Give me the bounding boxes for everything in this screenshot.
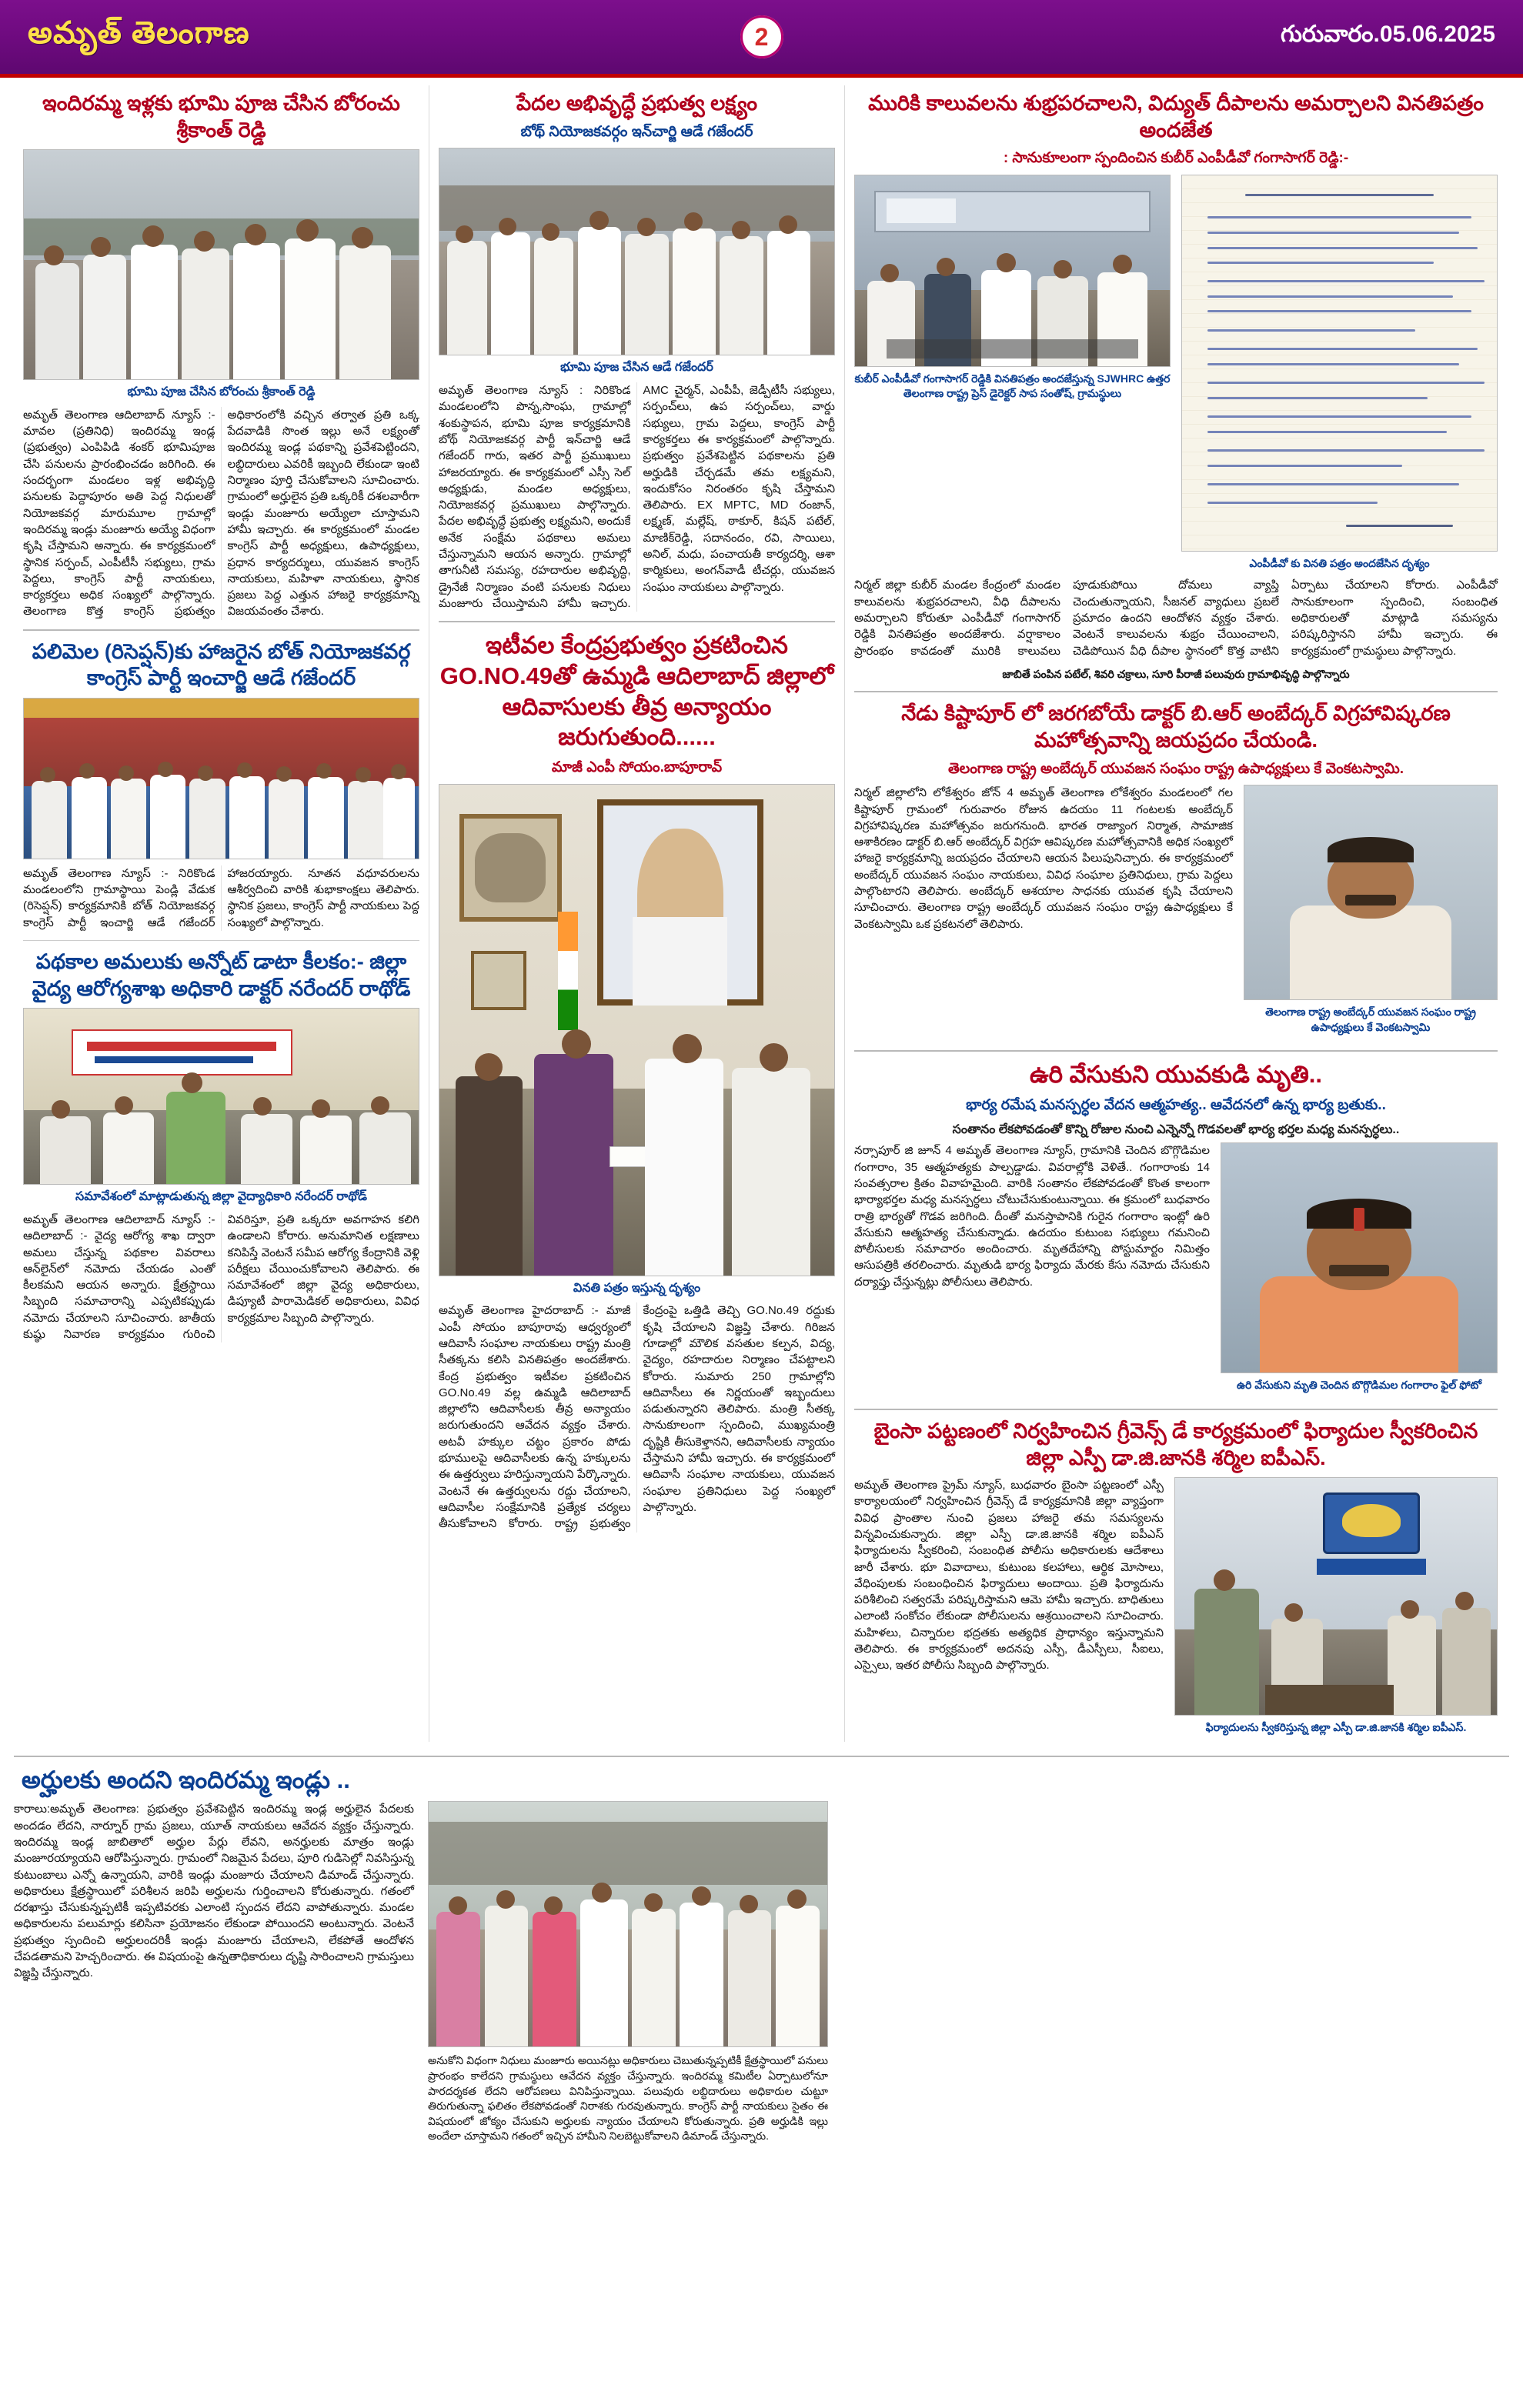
photo-health-meeting — [23, 1008, 419, 1185]
article-arhulaku-andani-indiramma — [14, 1765, 1509, 2152]
photo-caption: సమావేశంలో మాట్లాడుతున్న జిల్లా వైద్యాధికారి నరేందర్ రాథోడ్ — [75, 1190, 367, 1204]
photo-reception — [23, 698, 419, 859]
newspaper-title: అమృత్ తెలంగాణ — [28, 15, 250, 50]
portrait-block — [1221, 1142, 1498, 1399]
page-number-badge: 2 — [740, 15, 783, 58]
photo-caption-right: ఎంపీడీవో కు వినతి పత్రం అందజేసిన దృశ్యం — [1249, 556, 1430, 569]
photo-block — [428, 1801, 828, 2152]
photo-caption: ఉరి వేసుకుని మృతి చెందిన బొగ్గొడిమల గంగారాం ఫైల్ ఫోటో — [1236, 1379, 1481, 1392]
photo-caption-bottom: జాబితే పంపిన పటేల్, శివరి చక్రాలు, సూరి పీరాజీ పలువురు గ్రామాభివృద్ధి పాల్గొన్నారు — [1002, 667, 1350, 680]
bottom-columns — [14, 1801, 1509, 2152]
photo-pair — [854, 175, 1498, 578]
article-body: అమృత్ తెలంగాణ ప్రైమ్ న్యూస్, బుధవారం బైంసా పట్టణంలో ఎస్పీ కార్యాలయంలో నిర్వహించిన గ్రీవెన్స్ డే కార్యక్రమానికి జిల్లా వ్యాప్తంగా వివిధ ప్రాంతాల నుంచి ప్రజలు హాజరై తమ సమస్యలను విన్నవించుకున్నారు. జిల్లా ఎస్పీ డా.జి.జానకి శర్మిల ఐపీఎస్ ఫిర్యాదులను స్వీకరించి, సంబంధిత పోలీసు అధికారులకు ఆదేశాలు జారీ చేశారు. భూ వివాదాలు, కుటుంబ కలహాలు, ఆర్థిక మోసాలు, వేధింపులకు సంబంధించిన ఫిర్యాదులు అందాయి. ప్రతి ఫిర్యాదును పరిశీలించి సత్వరమే పరిష్కరిస్తామని ఆమె హామీ ఇచ్చారు. బాధితులు ఎలాంటి సంకోచం లేకుండా పోలీసులను ఆశ్రయించాలని సూచించారు. మహిళలు, చిన్నారుల భద్రతకు అత్యధిక ప్రాధాన్యం ఇస్తున్నామని తెలిపారు. ఈ కార్యక్రమంలో అదనపు ఎస్పీ, డీఎస్పీలు, సీఐలు, ఎస్సైలు, ఇతర పోలీసు సిబ్బంది పాల్గొన్నారు. — [854, 1479, 1164, 1673]
text-photo-block — [854, 1142, 1498, 1399]
article-body: నిర్మల్ జిల్లాలోని లోకేశ్వరం జోన్ 4 అమృత్ తెలంగాణ లోకేశ్వరం మండలంలో గల కిష్టాపూర్ గ్రామంలో గురువారం రోజున ఉదయం 11 గంటలకు అంబేద్కర్ విగ్రహావిష్కరణ మహోత్సవం జరుగనుంది. భారత రాజ్యాంగ నిర్మాత, సామాజిక ఆశాకిరణం డాక్టర్ బి.ఆర్ అంబేద్కర్ విగ్రహ ఆవిష్కరణ మహోత్సవానికి అధిక సంఖ్యలో హాజరై కార్యక్రమాన్ని జయప్రదం చేయాలని ఆయన పిలుపునిచ్చారు. ఈ కార్యక్రమంలో అంబేద్కర్ యువజన సంఘం నాయకులు, వివిధ సంఘాల ప్రతినిధులు, గ్రామ పెద్దలు పాల్గొంటారని తెలిపారు. అంబేద్కర్ ఆశయాల సాధనకు యువత కృషి చేయాలని సూచించారు. తెలంగాణ రాష్ట్ర అంబేద్కర్ యువజన సంఘం రాష్ట్ర ఉపాధ్యక్షులు కే వెంకటస్వామి ఒక ప్రకటనలో తెలిపారు. — [854, 786, 1233, 931]
article-body: అమృత్ తెలంగాణ న్యూస్ : నిరికొండ మండలంలోని పొన్న,సొంఘ, గ్రామాల్లో శంకుస్థాపన, భూమి పూజ కార్యక్రమానికి బోథ్ నియోజకవర్గ పార్టీ ఇన్‌చార్జి ఆడే గజేందర్ గారు, ఇతర పార్టీ ప్రముఖులు హాజరయ్యారు. ఈ కార్యక్రమంలో ఎస్సీ సెల్ అధ్యక్షుడు, మండల అధ్యక్షులు, నియోజకవర్గ ప్రముఖులు పాల్గొన్నారు. పేదల అభివృద్ధే ప్రభుత్వ లక్ష్యమని, అందుకే అనేక సంక్షేమ పథకాలు అమలు చేస్తున్నామని ఆయన అన్నారు. గ్రామాల్లో తాగునీటి సమస్య, రహదారుల అభివృద్ధి, డ్రైనేజీ నిర్మాణం వంటి పనులకు నిధులు మంజూరు చేయిస్తామని హామీ ఇచ్చారు. AMC చైర్మన్, ఎంపీపీ, జెడ్పీటీసీ సభ్యులు, సర్పంచ్‌లు, ఉప సర్పంచ్‌లు, వార్డు సభ్యులు, గ్రామ పెద్దలు, కాంగ్రెస్ పార్టీ కార్యకర్తలు ఈ కార్యక్రమంలో పాల్గొన్నారు. ప్రభుత్వం ప్రవేశపెట్టిన పథకాలను ప్రతి అర్హుడికి చేర్చడమే తమ లక్ష్యమని, ఇందుకోసం నిరంతరం కృషి చేస్తామని తెలిపారు. EX MPTC, MD రంజాన్, లక్ష్మణ్, మల్లేష్, ఠాకూర్, కిషన్ పటేల్, మాణిక్‌రెడ్డి, సదానందం, రవి, సాయిలు, అనిల్, మధు, పంచాయతీ కార్యదర్శి, ఆశా కార్మికులు, అంగన్‌వాడీ టీచర్లు, యువజన సంఘం నాయకులు పాల్గొన్నారు. — [439, 384, 835, 610]
portrait-block — [1244, 785, 1498, 1041]
article-body: నిర్మల్ జిల్లా కుబీర్ మండల కేంద్రంలో మండల కాలువలను శుభ్రపరచాలని, వీధి దీపాలను అమర్చాలని కోరుతూ ఎంపీడీవో గంగాసాగర్ రెడ్డికి వినతిపత్రం అందజేశారు. వర్షాకాలం ప్రారంభం కావడంతో మురికి కాలువలు పూడుకుపోయి దోమలు వ్యాప్తి చెందుతున్నాయని, సీజనల్ వ్యాధులు ప్రబలే ప్రమాదం ఉందని ఆందోళన వ్యక్తం చేశారు. వెంటనే కాలువలను శుభ్రం చేయించాలని, చెడిపోయిన వీధి దీపాల స్థానంలో కొత్త వాటిని ఏర్పాటు చేయాలని కోరారు. ఎంపీడీవో సానుకూలంగా స్పందించి, సంబంధిత అధికారులతో మాట్లాడి సమస్యను పరిష్కరిస్తానని హామీ ఇచ్చారు. ఈ కార్యక్రమంలో గ్రామస్థులు పాల్గొన్నారు. — [854, 579, 1498, 658]
photo-sp-grievance — [1174, 1477, 1498, 1716]
photo-caption: తెలంగాణ రాష్ట్ర అంబేద్కర్ యువజన సంఘం రాష్ట్ర ఉపాధ్యక్షులు కే వెంకటస్వామి — [1265, 1006, 1476, 1033]
column-two — [429, 85, 845, 1742]
article-body: నర్సాపూర్ జి జూన్ 4 అమృత్ తెలంగాణ న్యూస్, గ్రామానికి చెందిన బొగ్గొడిమల గంగారాం, 35 ఆత్మహత్యకు పాల్పడ్డాడు. వివరాల్లోకి వెళితే.. గంగారాంకు 14 సంవత్సరాల క్రితం వివాహమైంది. వారికి సంతానం లేకపోవడంతో కొంత కాలంగా భార్యాభర్తల మధ్య మనస్పర్ధలు చోటుచేసుకుంటున్నాయి. ఈ క్రమంలో బుధవారం రాత్రి భార్యతో గొడవ జరిగింది. దీంతో మనస్తాపానికి గురైన గంగారాం ఇంట్లో ఉరి వేసుకుని ఆత్మహత్య చేసుకున్నాడు. ఉదయం కుటుంబ సభ్యులు గమనించి పోలీసులకు సమాచారం అందించారు. మృతదేహాన్ని పోస్టుమార్టం నిమిత్తం ఆసుపత్రికి తరలించారు. మృతుడి భార్య ఫిర్యాదు మేరకు కేసు నమోదు చేసుకుని దర్యాప్తు చేస్తున్నట్లు పోలీసులు తెలిపారు. — [854, 1144, 1210, 1289]
photo-caption-left: కుబీర్ ఎంపీడీవో గంగాసాగర్ రెడ్డికి వినతిపత్రం అందజేస్తున్న SJWHRC ఉత్తర తెలంగాణ రాష్ట్ర ప్రెస్ డైరెక్టర్ సాప సంతోష్, గ్రామస్థులు — [854, 372, 1171, 400]
article-suicide-youth — [854, 1059, 1498, 1399]
headline: పథకాల అమలుకు అన్నోట్ డాటా కీలకం:- జిల్లా వైద్య ఆరోగ్యశాఖ అధికారి డాక్టర్ నరేందర్ రాథోడ్ — [32, 950, 411, 1000]
section-divider — [14, 1756, 1509, 1757]
column-one — [14, 85, 429, 1742]
subheadline: : సానుకూలంగా స్పందించిన కుబీర్ ఎంపీడీవో గంగాసాగర్ రెడ్డి:- — [1003, 150, 1349, 167]
subheadline: మాజీ ఎంపీ సోయం.బాపూరావ్ — [551, 759, 723, 775]
photo-block — [1174, 1477, 1498, 1742]
headline: పలిమెల (రిసెప్షన్)కు హాజరైన బోత్ నియోజకవర్గ కాంగ్రెస్ పార్టీ ఇంచార్జి ఆడే గజేందర్ — [32, 639, 411, 690]
article-body: అమృత్ తెలంగాణ ఆదిలాబాద్ న్యూస్ :- ఆదిలాబాద్ :- వైద్య ఆరోగ్య శాఖ ద్వారా అమలు చేస్తున్న పథకాల వివరాలు ఆన్‌లైన్‌లో నమోదు చేయడం ఎంతో కీలకమని ఆయన అన్నారు. క్షేత్రస్థాయి సిబ్బంది సమాచారాన్ని ఎప్పటికప్పుడు నమోదు చేయాలని సూచించారు. జాతీయ కుష్ఠు నివారణ కార్యక్రమం గురించి వివరిస్తూ, ప్రతి ఒక్కరూ అవగాహన కలిగి ఉండాలని కోరారు. అనుమానిత లక్షణాలు కనిపిస్తే వెంటనే సమీప ఆరోగ్య కేంద్రానికి వెళ్లి పరీక్షలు చేయించుకోవాలని తెలిపారు. ఈ సమావేశంలో జిల్లా వైద్య అధికారులు, డిప్యూటీ పారామెడికల్ అధికారులు, వివిధ కార్యక్రమాల సిబ్బంది పాల్గొన్నారు. — [23, 1212, 419, 1341]
subheadline: భార్య రమేష మనస్పర్ధల వేదన ఆత్మహత్య.. ఆవేదనలో ఉన్న భార్య బ్రతుకు.. — [966, 1097, 1386, 1114]
column-three — [845, 85, 1507, 1742]
photo-venkataswamy — [1244, 785, 1498, 1000]
section-divider — [439, 621, 835, 622]
main-grid — [0, 78, 1523, 1742]
section-divider — [854, 1409, 1498, 1410]
photo-caption: వినతి పత్రం ఇస్తున్న దృశ్యం — [573, 1281, 701, 1295]
subheadline: బోథ్ నియోజకవర్గం ఇన్‌చార్జి ఆడే గజేందర్ — [520, 123, 753, 140]
photo-gangaram — [1221, 1142, 1498, 1373]
photo-petition-document — [1181, 175, 1498, 552]
article-body: అమృత్ తెలంగాణ హైదరాబాద్ :- మాజీ ఎంపీ సోయం బాపూరావు ఆధ్వర్యంలో ఆదివాసీ సంఘాల నాయకులు రాష్ట్ర మంత్రి సీతక్కను కలిసి వినతిపత్రం అందజేశారు. కేంద్ర ప్రభుత్వం ఇటీవల ప్రకటించిన GO.No.49 వల్ల ఉమ్మడి ఆదిలాబాద్ జిల్లాలోని ఆదివాసీలకు తీవ్ర అన్యాయం జరుగుతుందని ఆవేదన వ్యక్తం చేశారు. అటవీ హక్కుల చట్టం ప్రకారం పోడు భూములపై ఆదివాసీలకు ఉన్న హక్కులను ఈ ఉత్తర్వులు హరిస్తున్నాయని పేర్కొన్నారు. వెంటనే ఈ ఉత్తర్వులను రద్దు చేయాలని, ఆదివాసీల సంక్షేమానికి ప్రత్యేక చర్యలు తీసుకోవాలని కోరారు. రాష్ట్ర ప్రభుత్వం కేంద్రంపై ఒత్తిడి తెచ్చి GO.No.49 రద్దుకు కృషి చేయాలని విజ్ఞప్తి చేశారు. గిరిజన గూడాల్లో మౌలిక వసతుల కల్పన, విద్య, వైద్యం, రహదారుల నిర్మాణం చేపట్టాలని కోరారు. సుమారు 250 గ్రామాల్లోని ఆదివాసీలు ఈ నిర్ణయంతో ఇబ్బందులు పడుతున్నారని తెలిపారు. మంత్రి సీతక్క సానుకూలంగా స్పందించి, ముఖ్యమంత్రి దృష్టికి తీసుకెళ్తానని, ఆదివాసీలకు న్యాయం చేస్తామని హామీ ఇచ్చారు. ఈ కార్యక్రమంలో ఆదివాసీ సంఘాల నాయకులు, యువజన సంఘాల ప్రతినిధులు పెద్ద సంఖ్యలో పాల్గొన్నారు. — [439, 1304, 835, 1531]
photo-bhoomi-pooja — [23, 149, 419, 380]
section-divider — [23, 940, 419, 941]
masthead — [0, 0, 1523, 74]
publication-date: గురువారం.05.06.2025 — [1281, 21, 1495, 47]
subheadline: తెలంగాణ రాష్ట్ర అంబేద్కర్ యువజన సంఘం రాష్ట్ర ఉపాధ్యక్షులు కే వెంకటస్వామి. — [947, 760, 1404, 777]
photo-gajender-bhoomipooja — [439, 148, 835, 355]
text-photo-block — [854, 785, 1498, 1041]
article-palimela-reception — [23, 639, 419, 931]
photo-mpdo-office — [854, 175, 1171, 367]
section-divider — [23, 629, 419, 631]
article-pedala-abhivruddhi — [439, 90, 835, 612]
section-divider — [854, 691, 1498, 692]
headline: ఉరి వేసుకుని యువకుడి మృతి.. — [1029, 1061, 1323, 1089]
article-indiramma-bhoomi-pooja — [23, 90, 419, 620]
photo-caption: భూమి పూజ చేసిన ఆడే గజేందర్ — [560, 361, 713, 375]
headline: అర్హులకు అందని ఇందిరమ్మ ఇండ్లు .. — [22, 1766, 350, 1793]
article-health-officer — [23, 949, 419, 1342]
article-drain-cleaning-petition — [854, 90, 1498, 682]
headline: బైంసా పట్టణంలో నిర్వహించిన గ్రీవెన్స్ డే కార్యక్రమంలో ఫిర్యాదుల స్వీకరించిన జిల్లా ఎస్పీ డా.జి.జానకి శర్మిల ఐపీఎస్. — [873, 1419, 1478, 1469]
headline: పేదల అభివృద్ధే ప్రభుత్వ లక్ష్యం — [516, 92, 758, 115]
article-ambedkar-statue — [854, 700, 1498, 1041]
headline: నేడు కిష్టాపూర్ లో జరగబోయే డాక్టర్ బి.ఆర్ అంబేద్కర్ విగ్రహావిష్కరణ మహోత్సవాన్ని జయప్రదం చేయండి. — [901, 702, 1451, 752]
article-go49-adivasi — [439, 630, 835, 1532]
subheadline-secondary: సంతానం లేకపోవడంతో కొన్ని రోజుల నుంచి ఎన్నెన్నో గొడవలతో భార్య భర్తల మధ్య మనస్పర్ధలు.. — [952, 1122, 1400, 1136]
bottom-section — [0, 1742, 1523, 2152]
article-body-right: అనుకోని విధంగా నిధులు మంజూరు అయినట్లు అధికారులు చెబుతున్నప్పటికీ క్షేత్రస్థాయిలో పనులు ప్రారంభం కాలేదని గ్రామస్థులు ఆవేదన వ్యక్తం చేస్తున్నారు. ఇందిరమ్మ కమిటీల ఏర్పాటులోనూ పారదర్శకత లేదని ఆరోపణలు వినిపిస్తున్నాయి. పలువురు లబ్ధిదారులు అధికారుల చుట్టూ తిరుగుతున్నా ఫలితం లేకపోవడంతో నిరాశకు గురవుతున్నారు. కాంగ్రెస్ పార్టీ నాయకులు సైతం ఈ విషయంలో జోక్యం చేసుకుని అర్హులకు న్యాయం చేయాలని కోరుతున్నారు. ప్రతి అర్హుడికి ఇల్లు అందేలా చూస్తామని గతంలో ఇచ్చిన హామీని నిలబెట్టుకోవాలని డిమాండ్ చేస్తున్నారు. — [428, 2054, 828, 2143]
photo-caption: భూమి పూజ చేసిన బోరంచు శ్రీకాంత్ రెడ్డి — [127, 385, 316, 399]
section-divider — [854, 1050, 1498, 1052]
photo-block-left — [854, 175, 1171, 578]
photo-caption: ఫిర్యాదులను స్వీకరిస్తున్న జిల్లా ఎస్పీ డా.జి.జానకి శర్మిల ఐపీఎస్. — [1205, 1721, 1467, 1734]
photo-village-group — [428, 1801, 828, 2047]
bottom-filler — [842, 1801, 1509, 2152]
article-grievance-day-sp — [854, 1418, 1498, 1742]
article-body-left: కారాలు:అమృత్ తెలంగాణ: ప్రభుత్వం ప్రవేశపెట్టిన ఇందిరమ్మ ఇండ్ల అర్హులైన పేదలకు అందడం లేదని, నార్నూర్ గ్రామ ప్రజలు, యూత్ నాయకులు ఆవేదన వ్యక్తం చేస్తున్నారు. ఇందిరమ్మ ఇండ్ల జాబితాలో అర్హుల పేర్లు లేవని, అనర్హులకు మాత్రం ఇండ్లు మంజూరయ్యాయని ఆరోపిస్తున్నారు. గ్రామంలో నిజమైన పేదలు, పూరి గుడిసెల్లో నివసిస్తున్న కుటుంబాలు ఎన్నో ఉన్నాయని, వారికి ఇండ్లు మంజూరు చేయాలని డిమాండ్ చేస్తున్నారు. అధికారులు క్షేత్రస్థాయిలో పరిశీలన జరిపి అర్హులను గుర్తించాలని కోరుతున్నారు. గతంలో దరఖాస్తు చేసుకున్నప్పటికీ ఇప్పటివరకు ఎలాంటి స్పందన లేదని వాపోతున్నారు. మండల అధికారులను పలుమార్లు కలిసినా ప్రయోజనం లేకుండా పోయిందని అంటున్నారు. వెంటనే ప్రభుత్వం స్పందించి అర్హులందరికీ ఇండ్లు మంజూరు చేయాలని, లేకపోతే ఆందోళన చేపడతామని హెచ్చరించారు. ఈ విషయంపై ఉన్నతాధికారులు దృష్టి సారించాలని గ్రామస్తులు విజ్ఞప్తి చేస్తున్నారు. — [14, 1803, 414, 1980]
photo-petition-submission — [439, 784, 835, 1276]
photo-block-right — [1181, 175, 1498, 578]
text-photo-block — [854, 1477, 1498, 1742]
headline: ఇందిరమ్మ ఇళ్లకు భూమి పూజ చేసిన బోరంచు శ్రీకాంత్ రెడ్డి — [42, 92, 400, 142]
article-body: అమృత్ తెలంగాణ న్యూస్ :- నిరికొండ మండలంలోని గ్రామాస్థాయి పెండ్లి వేడుక (రిసెప్షన్) కార్యక్రమానికి బోత్ నియోజకవర్గ కాంగ్రెస్ పార్టీ ఇంచార్జి ఆడే గజేందర్ హాజరయ్యారు. నూతన వధూవరులను ఆశీర్వదించి వారికి శుభాకాంక్షలు తెలిపారు. స్థానిక ప్రజలు, కాంగ్రెస్ పార్టీ నాయకులు పెద్ద సంఖ్యలో పాల్గొన్నారు. — [23, 866, 419, 929]
headline: ఇటీవల కేంద్రప్రభుత్వం ప్రకటించిన GO.NO.49తో ఉమ్మడి ఆదిలాబాద్ జిల్లాలో ఆదివాసులకు తీవ్ర అన్యాయం జరుగుతుంది...... — [439, 632, 834, 751]
headline: మురికి కాలువలను శుభ్రపరచాలని, విద్యుత్ దీపాలను అమర్చాలని వినతిపత్రం అందజేత — [868, 92, 1484, 142]
article-body: అమృత్ తెలంగాణ ఆదిలాబాద్ న్యూస్ :- మావల (ప్రతినిధి) ఇందిరమ్మ ఇండ్ల (ప్రభుత్వం) ఎంపిపిడి శంకర్ భూమిపూజ చేసి పనులను ప్రారంభించడం జరిగింది. ఈ సందర్భంగా మండలం ఇళ్ల అభివృద్ధి పనులకు పెద్దాపూరం అతి పెద్ద నిధులతో నియోజకవర్గ మారుమూల గ్రామాల్లో ఇందిరమ్మ ఇండ్లు మంజూరు అయ్యే విధంగా కృషి చేస్తామని అన్నారు. ఈ కార్యక్రమంలో స్థానిక సర్పంచ్, ఎంపీటీసీ సభ్యులు, గ్రామ పెద్దలు, కాంగ్రెస్ పార్టీ నాయకులు, కార్యకర్తలు అధిక సంఖ్యలో పాల్గొన్నారు. తెలంగాణ కొత్త కాంగ్రెస్ ప్రభుత్వం అధికారంలోకి వచ్చిన తర్వాత ప్రతి ఒక్క పేదవాడికి సొంత ఇల్లు అనే లక్ష్యంతో ఇందిరమ్మ ఇండ్ల పథకాన్ని ప్రవేశపెట్టిందని, లబ్ధిదారులు ఎవరికీ ఇబ్బంది లేకుండా ఇంటి నిర్మాణం పూర్తి చేసుకోవాలని సూచించారు. గ్రామంలో అర్హులైన ప్రతి ఒక్కరికీ దశలవారీగా ఇండ్లు మంజూరు అయ్యేలా చూస్తామని హామీ ఇచ్చారు. ఈ కార్యక్రమంలో మండల కాంగ్రెస్ పార్టీ అధ్యక్షులు, ఉపాధ్యక్షులు, ప్రధాన కార్యదర్శులు, యువజన కాంగ్రెస్ నాయకులు, మహిళా నాయకులు, స్థానిక ప్రజలు పెద్ద ఎత్తున హాజరై కార్యక్రమాన్ని విజయవంతం చేశారు. — [23, 408, 419, 619]
